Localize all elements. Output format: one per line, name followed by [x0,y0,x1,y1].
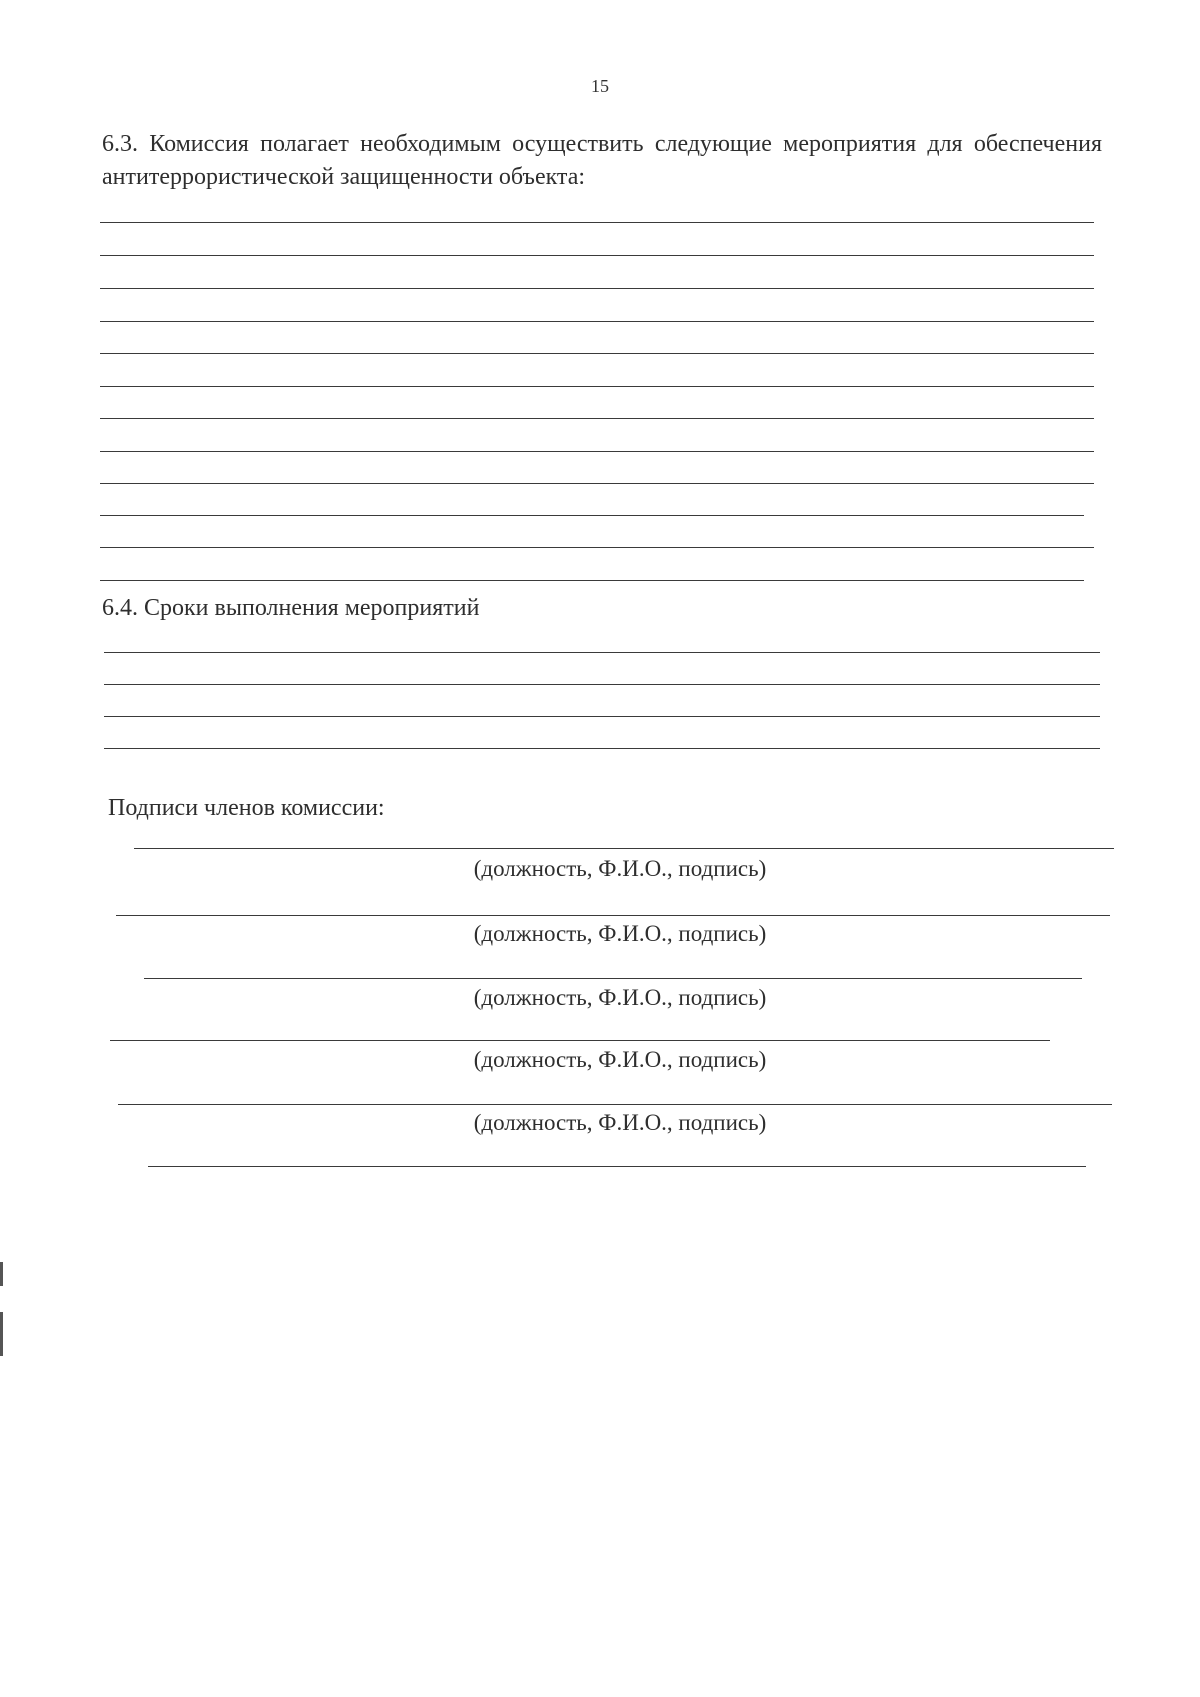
blank-line[interactable] [100,418,1094,419]
signature-line[interactable] [144,978,1082,979]
blank-line[interactable] [100,580,1084,581]
signature-line[interactable] [148,1166,1086,1167]
blank-line[interactable] [100,353,1094,354]
signature-caption: (должность, Ф.И.О., подпись) [473,921,767,946]
blank-line[interactable] [100,288,1094,289]
signature-line[interactable] [118,1104,1112,1105]
section-6-4-text: 6.4. Сроки выполнения мероприятий [102,595,480,621]
signatures-heading: Подписи членов комиссии: [108,795,385,821]
signature-caption: (должность, Ф.И.О., подпись) [473,856,767,881]
page-number: 15 [591,76,609,96]
scan-edge-mark [0,1262,3,1286]
signature-line[interactable] [116,915,1110,916]
blank-line[interactable] [100,255,1094,256]
signature-caption: (должность, Ф.И.О., подпись) [473,985,767,1010]
signature-caption: (должность, Ф.И.О., подпись) [473,1110,767,1135]
blank-line[interactable] [104,748,1100,749]
blank-line[interactable] [104,684,1100,685]
blank-line[interactable] [100,451,1094,452]
blank-line[interactable] [100,483,1094,484]
section-6-3-text: 6.3. Комиссия полагает необходимым осуществить следующие мероприятия для обеспечения антитеррористической защищенности объекта: [102,131,1102,190]
scan-edge-mark [0,1312,3,1356]
signature-line[interactable] [134,848,1114,849]
signature-line[interactable] [110,1040,1050,1041]
blank-line[interactable] [100,222,1094,223]
blank-line[interactable] [100,547,1094,548]
blank-line[interactable] [100,321,1094,322]
signature-caption: (должность, Ф.И.О., подпись) [473,1047,767,1072]
blank-line[interactable] [104,716,1100,717]
blank-line[interactable] [100,386,1094,387]
blank-line[interactable] [100,515,1084,516]
blank-line[interactable] [104,652,1100,653]
